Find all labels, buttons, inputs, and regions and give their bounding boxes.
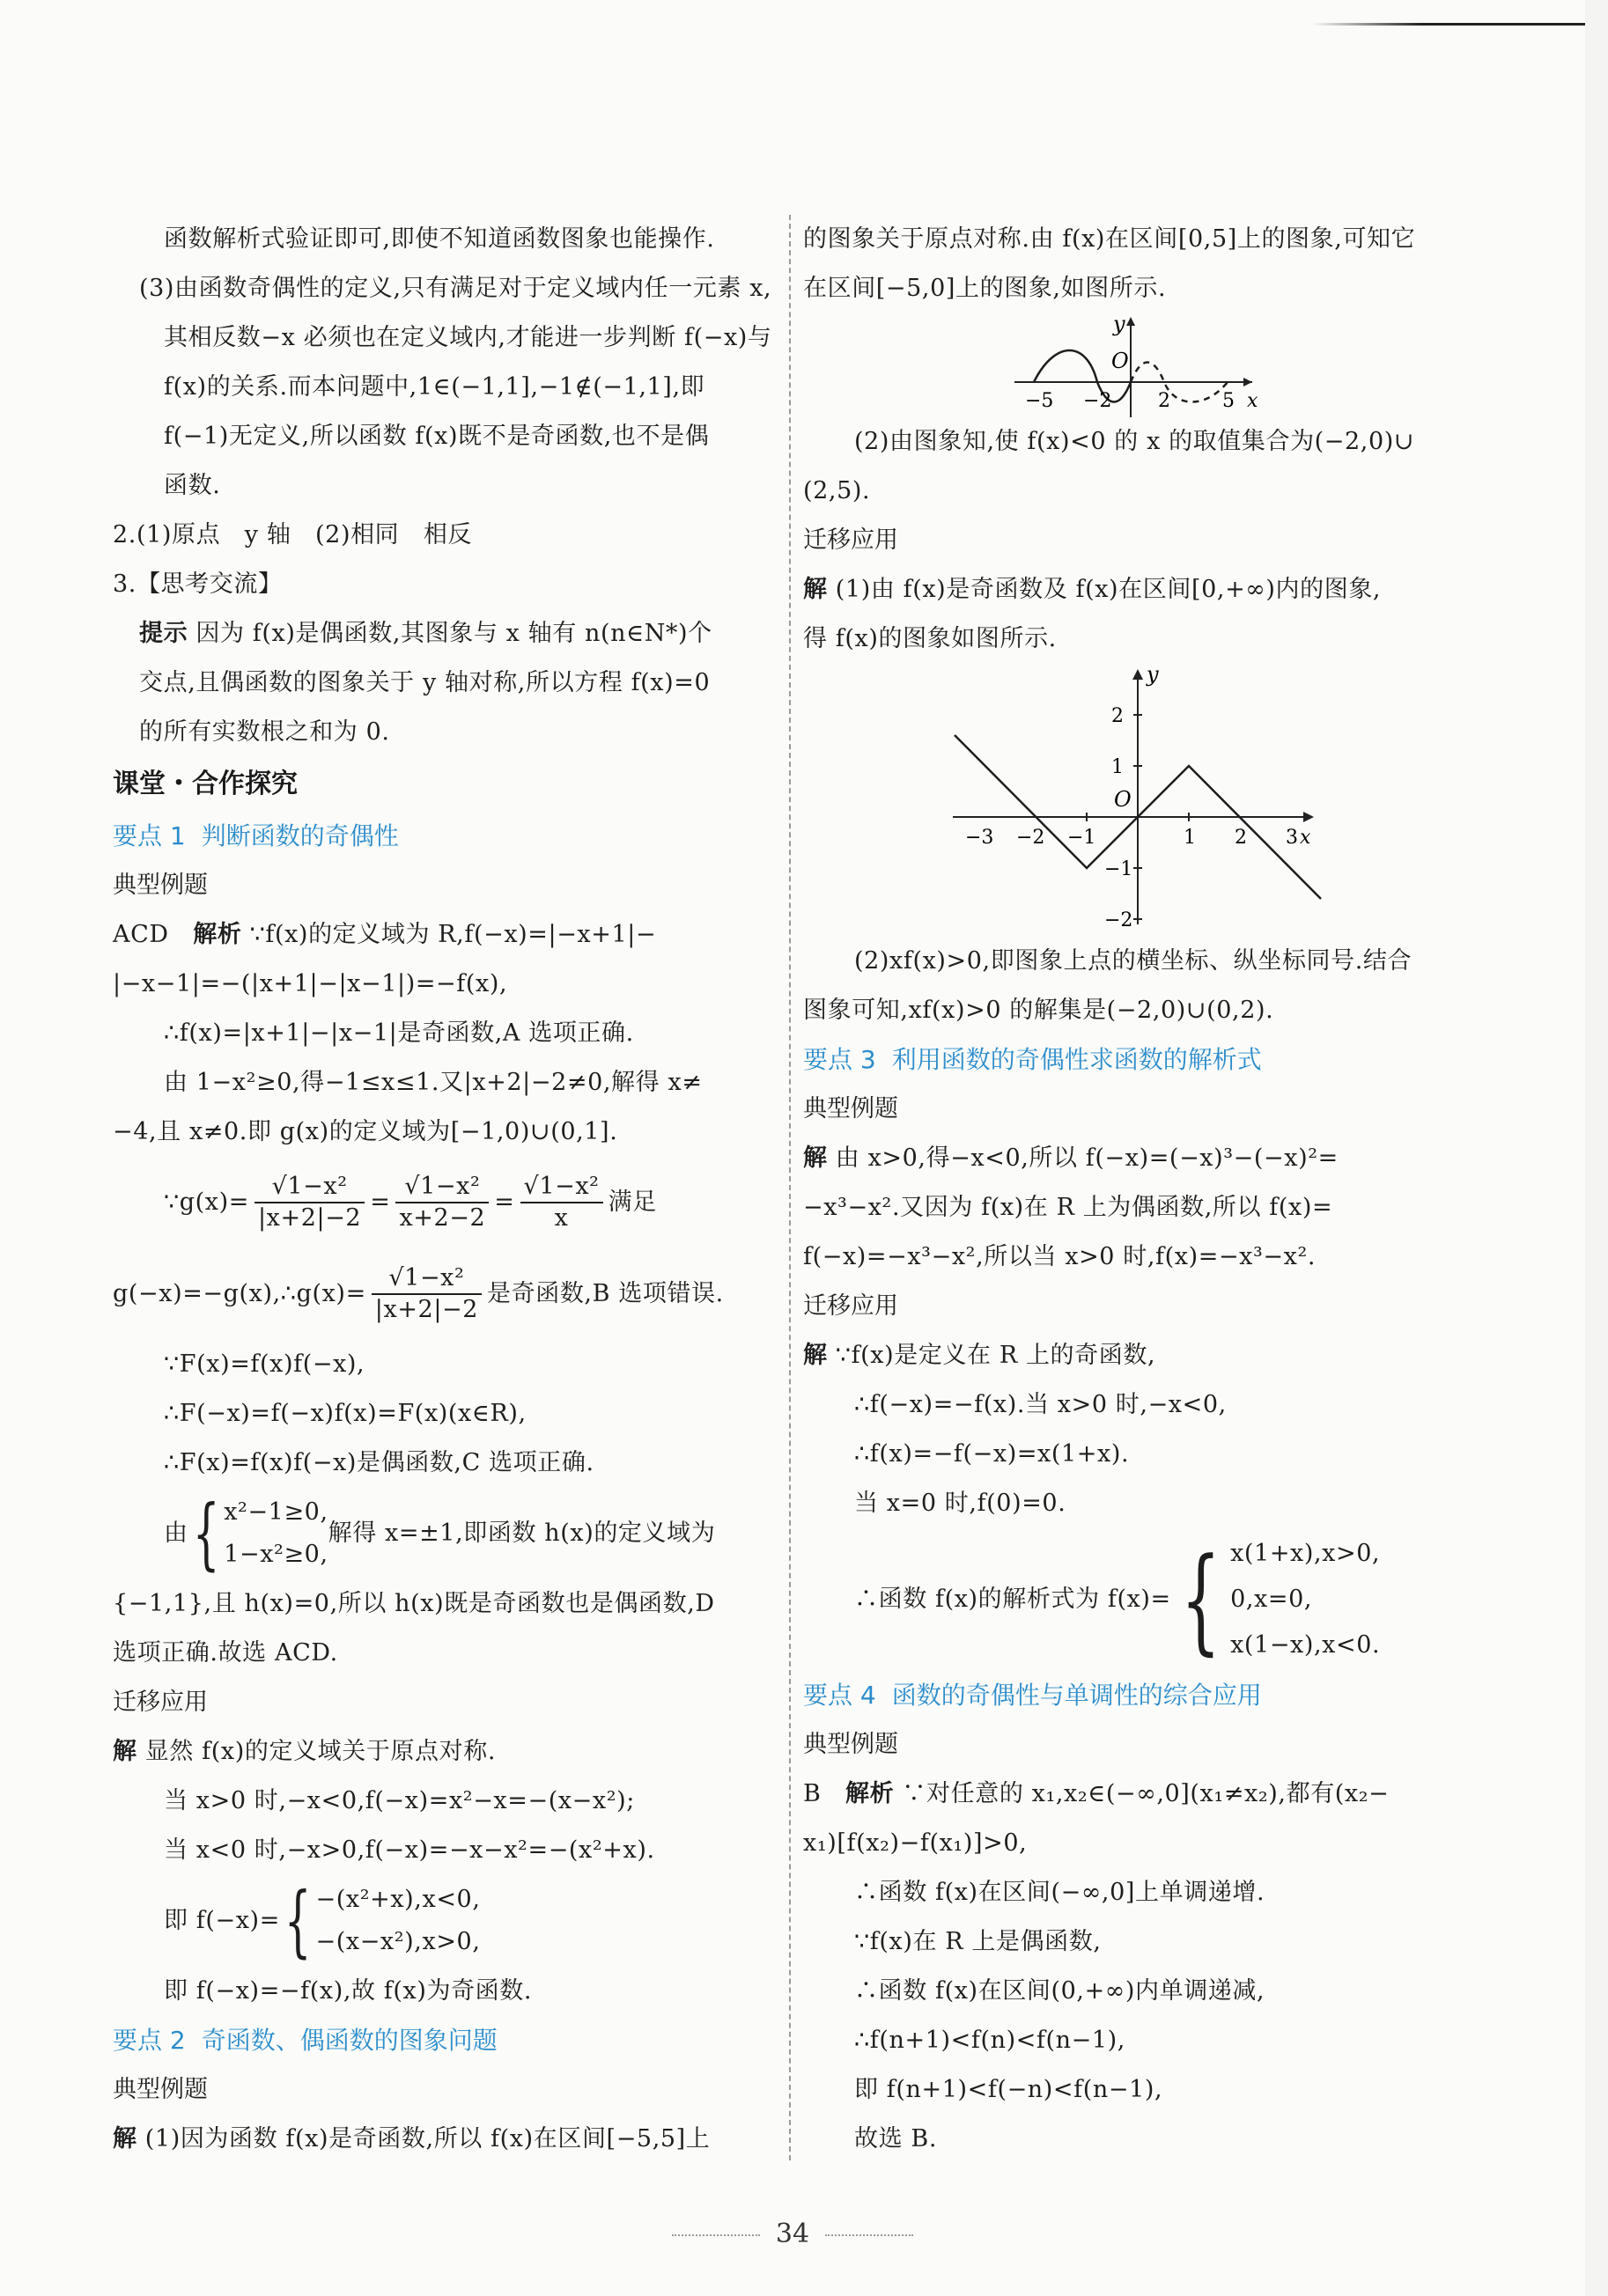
text-line: 2.(1)原点 y 轴 (2)相同 相反 [113, 521, 473, 548]
origin-label: O [1111, 349, 1129, 373]
case: x(1+x),x>0, [1230, 1540, 1381, 1567]
x-label: x [1247, 390, 1258, 412]
keypoint-label: 要点 2 [113, 2026, 186, 2055]
keypoint-title: 函数的奇偶性与单调性的综合应用 [891, 1681, 1262, 1710]
solution-label: 解 [803, 1144, 828, 1172]
text-line [803, 1134, 1472, 1183]
numerator: √1−x² [520, 1172, 603, 1203]
transfer-label: 迁移应用 [113, 1689, 208, 1716]
y-axis-arrow [1126, 317, 1135, 326]
cases [1230, 1531, 1380, 1668]
tick-label: −2 [1104, 909, 1133, 931]
cases [316, 1879, 481, 1963]
keypoint-heading [113, 812, 775, 861]
keypoint-heading [803, 1671, 1472, 1720]
brace: { [1180, 1533, 1221, 1667]
text-line: 3.【思考交流】 [113, 570, 283, 598]
text-line: ∴f(n+1)<f(n)<f(n−1), [854, 2027, 1125, 2054]
hint-text: 因为 f(x)是偶函数,其图象与 x 轴有 n(n∈N*)个 [188, 620, 712, 647]
keypoint-heading [113, 2016, 775, 2065]
text-line: ∴F(−x)=f(−x)f(x)=F(x)(x∈R), [164, 1400, 527, 1427]
brace: { [192, 1488, 220, 1578]
y-axis-arrow [1132, 669, 1143, 680]
text-span: ∵f(x)是定义在 R 上的奇函数, [827, 1342, 1156, 1369]
keypoint-label: 要点 3 [803, 1045, 876, 1074]
text-span: 由 x>0,得−x<0,所以 f(−x)=(−x)³−(−x)²= [827, 1144, 1339, 1172]
tick-label: −2 [1016, 827, 1045, 849]
transfer-label: 迁移应用 [803, 526, 898, 554]
x-label: x [1300, 827, 1311, 849]
example-label: 典型例题 [803, 1095, 898, 1122]
case: 0,x=0, [1230, 1586, 1313, 1613]
text-line: ∴f(x)=−f(−x)=x(1+x). [854, 1440, 1130, 1468]
system-line [113, 1488, 775, 1579]
page-number-footer [0, 2219, 1585, 2249]
case: x²−1≥0, [224, 1498, 328, 1526]
tick-label: 1 [1111, 756, 1124, 778]
hint-label: 提示 [139, 620, 188, 647]
text-line: 故选 B. [854, 2125, 938, 2152]
tick-label: −1 [1104, 858, 1133, 880]
fraction [520, 1172, 603, 1233]
text-line: (2)由图象知,使 f(x)<0 的 x 的取值集合为(−2,0)∪ [854, 428, 1415, 455]
tick-label: 1 [1184, 827, 1196, 849]
text-line: 图象可知,xf(x)>0 的解集是(−2,0)∪(0,2). [803, 997, 1274, 1024]
cases [224, 1491, 328, 1576]
keypoint-label: 要点 1 [113, 821, 186, 850]
text-line: ∵F(x)=f(x)f(−x), [164, 1350, 365, 1378]
text-line: 在区间[−5,0]上的图象,如图所示. [803, 275, 1167, 302]
solution-label: 解 [803, 576, 828, 603]
y-label: y [1113, 313, 1125, 336]
transfer-label: 迁移应用 [803, 1292, 898, 1320]
text-span: 是奇函数,B 选项错误. [487, 1280, 724, 1307]
text-line: 选项正确.故选 ACD. [113, 1639, 338, 1667]
answer: B [803, 1780, 846, 1807]
text-line: (2,5). [803, 477, 871, 504]
text-line: ∴函数 f(x)在区间(−∞,0]上单调递增. [854, 1879, 1265, 1906]
example-label: 典型例题 [113, 872, 208, 899]
case: 1−x²≥0, [224, 1541, 328, 1568]
numerator: √1−x² [395, 1172, 489, 1203]
text-line: (3)由函数奇偶性的定义,只有满足对于定义域内任一元素 x, [139, 275, 772, 302]
text-span: 由 [164, 1520, 188, 1547]
analysis-label: 解析 [193, 921, 242, 948]
tick-label: 2 [1235, 827, 1247, 849]
text-line [803, 565, 1472, 614]
text-line: f(−x)=−x³−x²,所以当 x>0 时,f(x)=−x³−x². [803, 1243, 1317, 1270]
left-column [113, 215, 775, 2164]
fraction-line [113, 1248, 775, 1340]
text-line: −4,且 x≠0.即 g(x)的定义域为[−1,0)∪(0,1]. [113, 1118, 618, 1145]
piecewise-graph [803, 664, 1472, 937]
text-span: ∴函数 f(x)的解析式为 f(x)= [854, 1586, 1171, 1613]
system-line [113, 1875, 775, 1967]
denominator: x+2−2 [399, 1204, 486, 1232]
text-span: = [494, 1188, 515, 1216]
tick-label: −5 [1025, 390, 1054, 412]
text-line: x₁)[f(x₂)−f(x₁)]>0, [803, 1829, 1028, 1857]
example-label: 典型例题 [803, 1731, 898, 1758]
fraction-line [113, 1157, 775, 1248]
solution-label: 解 [803, 1342, 828, 1369]
footer-dots-left [672, 2234, 760, 2236]
text-span: 即 f(−x)= [164, 1907, 280, 1934]
origin-label: O [1114, 787, 1132, 812]
solution-label: 解 [113, 1738, 137, 1765]
keypoint-title: 利用函数的奇偶性求函数的解析式 [891, 1045, 1262, 1074]
text-line [113, 609, 775, 659]
text-line: {−1,1},且 h(x)=0,所以 h(x)既是奇函数也是偶函数,D [113, 1590, 715, 1617]
text-line: −x³−x².又因为 f(x)在 R 上为偶函数,所以 f(x)= [803, 1194, 1333, 1221]
x-axis-arrow [1243, 378, 1252, 386]
text-line [803, 1331, 1472, 1380]
fraction [254, 1172, 365, 1233]
page-number: 34 [775, 2219, 810, 2249]
solution-label: 解 [113, 2125, 137, 2152]
section-title: 课堂・合作探究 [113, 769, 298, 799]
numerator: √1−x² [254, 1172, 365, 1203]
text-line: ∵f(x)在 R 上是偶函数, [854, 1928, 1102, 1955]
text-line: 当 x>0 时,−x<0,f(−x)=x²−x=−(x−x²); [164, 1787, 635, 1814]
text-line: ∴函数 f(x)在区间(0,+∞)内单调递减, [854, 1977, 1265, 2005]
text-span: (1)因为函数 f(x)是奇函数,所以 f(x)在区间[−5,5]上 [136, 2125, 711, 2152]
tick-label: −1 [1067, 827, 1096, 849]
text-line: 的图象关于原点对称.由 f(x)在区间[0,5]上的图象,可知它 [803, 225, 1416, 253]
answer: ACD [113, 921, 194, 948]
text-line: ∴f(−x)=−f(x).当 x>0 时,−x<0, [854, 1391, 1227, 1418]
case: −(x²+x),x<0, [315, 1886, 481, 1913]
denominator: x [554, 1204, 569, 1232]
text-span: ∵f(x)的定义域为 R,f(−x)=|−x+1|− [241, 921, 657, 948]
sine-graph [803, 313, 1472, 417]
text-line: 的所有实数根之和为 0. [139, 718, 390, 746]
x-axis-arrow [1303, 812, 1314, 822]
numerator: √1−x² [372, 1263, 482, 1295]
text-span: ∵对任意的 x₁,x₂∈(−∞,0](x₁≠x₂),都有(x₂− [894, 1780, 1390, 1807]
text-span: 显然 f(x)的定义域关于原点对称. [136, 1738, 497, 1765]
text-line: ∴f(x)=|x+1|−|x−1|是奇函数,A 选项正确. [164, 1019, 634, 1047]
text-line [113, 1727, 775, 1777]
text-line: |−x−1|=−(|x+1|−|x−1|)=−f(x), [113, 970, 508, 997]
column-divider [789, 215, 792, 2160]
text-line: 由 1−x²≥0,得−1≤x≤1.又|x+2|−2≠0,解得 x≠ [164, 1069, 703, 1096]
text-span: ∵g(x)= [164, 1188, 249, 1216]
brace: { [284, 1875, 312, 1966]
graph-sine-figure [803, 313, 1472, 417]
text-line: 即 f(−x)=−f(x),故 f(x)为奇函数. [164, 1977, 533, 2005]
footer-dots-right [825, 2234, 913, 2236]
denominator: |x+2|−2 [257, 1204, 362, 1232]
text-span: 满足 [608, 1188, 657, 1216]
denominator: |x+2|−2 [374, 1296, 479, 1323]
text-line [113, 910, 775, 960]
fraction [395, 1172, 489, 1233]
tick-label: 2 [1158, 390, 1170, 412]
text-line: (2)xf(x)>0,即图象上点的横坐标、纵坐标同号.结合 [854, 947, 1413, 975]
text-line: 当 x<0 时,−x>0,f(−x)=−x−x²=−(x²+x). [164, 1836, 655, 1864]
text-line: ∴F(x)=f(x)f(−x)是偶函数,C 选项正确. [164, 1449, 594, 1476]
top-rule [1312, 23, 1585, 26]
text-line: f(−1)无定义,所以函数 f(x)既不是奇函数,也不是偶 [164, 423, 710, 450]
tick-label: 3 [1286, 827, 1298, 849]
text-line: 其相反数−x 必须也在定义域内,才能进一步判断 f(−x)与 [164, 324, 772, 351]
text-line: 交点,且偶函数的图象关于 y 轴对称,所以方程 f(x)=0 [139, 669, 711, 696]
tick-label: 2 [1111, 705, 1124, 727]
graph-piecewise-figure [803, 664, 1472, 937]
keypoint-title: 奇函数、偶函数的图象问题 [201, 2026, 498, 2055]
tick-label: −2 [1083, 390, 1112, 412]
text-line: 函数. [164, 472, 221, 499]
text-line: 得 f(x)的图象如图所示. [803, 625, 1057, 652]
keypoint-title: 判断函数的奇偶性 [201, 821, 399, 850]
text-line: 函数解析式验证即可,即使不知道函数图象也能操作. [164, 225, 715, 253]
right-column [803, 215, 1472, 2164]
text-span: = [370, 1188, 391, 1216]
example-label: 典型例题 [113, 2076, 208, 2103]
tick-label: 5 [1222, 390, 1235, 412]
tick-label: −3 [965, 827, 994, 849]
text-span: g(−x)=−g(x),∴g(x)= [113, 1280, 366, 1307]
text-line [803, 1770, 1472, 1819]
keypoint-heading [803, 1035, 1472, 1085]
text-line [113, 2115, 775, 2164]
system-line [803, 1528, 1472, 1671]
case: x(1−x),x<0. [1230, 1631, 1381, 1659]
text-line: 当 x=0 时,f(0)=0. [854, 1490, 1066, 1517]
text-span: (1)由 f(x)是奇函数及 f(x)在区间[0,+∞)内的图象, [827, 576, 1382, 603]
case: −(x−x²),x>0, [315, 1928, 481, 1955]
y-label: y [1147, 664, 1159, 687]
keypoint-label: 要点 4 [803, 1681, 876, 1710]
fraction [372, 1263, 482, 1325]
analysis-label: 解析 [845, 1780, 895, 1807]
text-line: 即 f(n+1)<f(−n)<f(n−1), [854, 2076, 1163, 2103]
text-line: f(x)的关系.而本问题中,1∈(−1,1],−1∉(−1,1],即 [164, 373, 705, 401]
text-span: 解得 x=±1,即函数 h(x)的定义域为 [328, 1520, 716, 1547]
